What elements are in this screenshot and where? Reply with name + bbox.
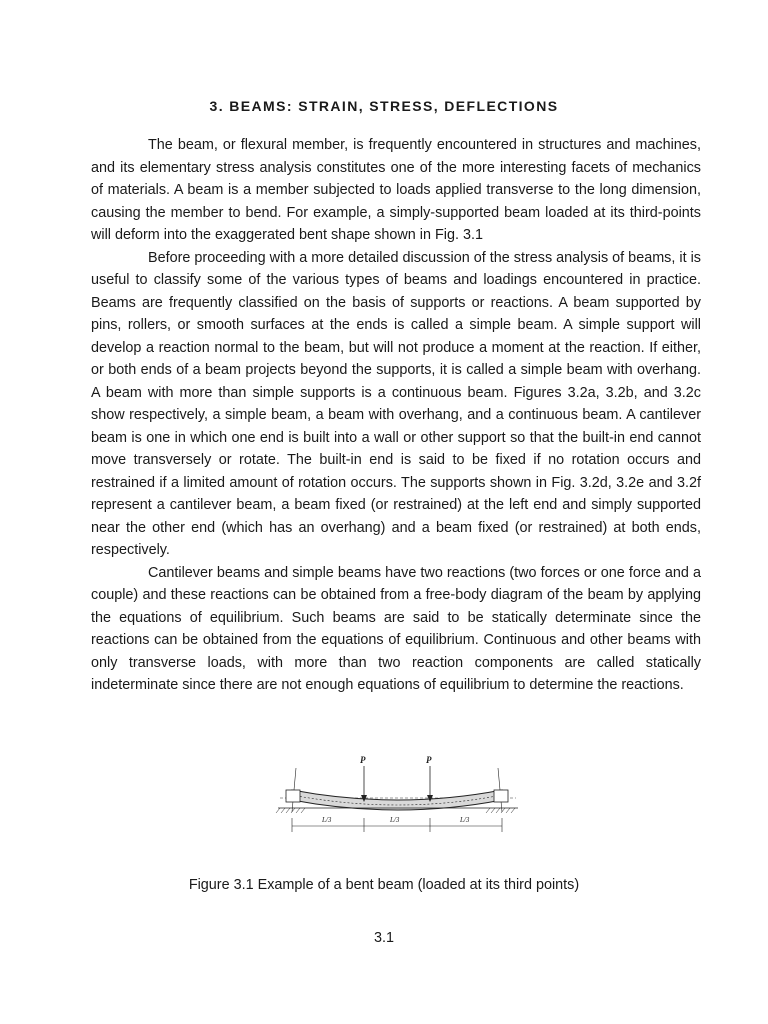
paragraph-determinacy: Cantilever beams and simple beams have two reactions (two forces or one force and a couple) and these reactions can be obtained from a free-body diagram of the beam by applying the equations of equilibrium. Such beams are said to be statically determinate since the reactions can be obtained from the equations of equilibrium. Continuous and other beams with only transverse loads, with more than two reaction components are called statically indeterminate since there are not enough equations of equilibrium to determine the reactions. — [91, 564, 701, 693]
left-support — [286, 790, 300, 802]
right-support — [494, 790, 508, 802]
section-heading: 3. BEAMS: STRAIN, STRESS, DEFLECTIONS — [209, 98, 559, 114]
body-text — [91, 134, 701, 697]
bent-beam-figure — [272, 752, 524, 838]
bent-beam — [292, 790, 502, 810]
span-label-left: L/3 — [322, 816, 332, 824]
load-label-right: P — [426, 755, 432, 765]
paragraph-classification: Before proceeding with a more detailed discussion of the stress analysis of beams, it is useful to classify some of the various types of beams and loadings encountered in practice. Beams are frequently classified on the basis of supports or reactions. A beam supported by pins, rollers, or smooth surfaces at the ends is called a simple beam. A simple support will develop a reaction normal to the beam, but will not produce a moment at the reaction. If either, or both ends of a beam projects beyond the supports, it is called a simple beam with overhang. A beam with more than simple supports is a continuous beam. Figures 3.2a, 3.2b, and 3.2c show respectively, a simple beam, a beam with overhang, and a continuous beam. A cantilever beam is one in which one end is built into a wall or other support so that the built-in end cannot move transversely or rotate. The built-in end is said to be fixed if no rotation occurs and restrained if a limited amount of rotation occurs. The supports shown in Fig. 3.2d, 3.2e and 3.2f represent a cantilever beam, a beam fixed (or restrained) at the left end and simply supported near the other end (which has an overhang) and a beam fixed (or restrained) at both ends, respectively. — [91, 249, 701, 558]
paragraph-intro: The beam, or flexural member, is frequently encountered in structures and machines, and its elementary stress analysis constitutes one of the more interesting facets of mechanics of materials. A beam is a member subjected to loads applied transverse to the long dimension, causing the member to bend. For example, a simply-supported beam loaded at its third-points will deform into the exaggerated bent shape shown in Fig. 3.1 — [91, 137, 701, 243]
span-label-middle: L/3 — [390, 816, 400, 824]
page-number: 3.1 — [373, 930, 394, 946]
load-label-left: P — [360, 755, 366, 765]
figure-caption: Figure 3.1 Example of a bent beam (loaded at its third points) — [188, 877, 580, 893]
span-label-right: L/3 — [460, 816, 470, 824]
